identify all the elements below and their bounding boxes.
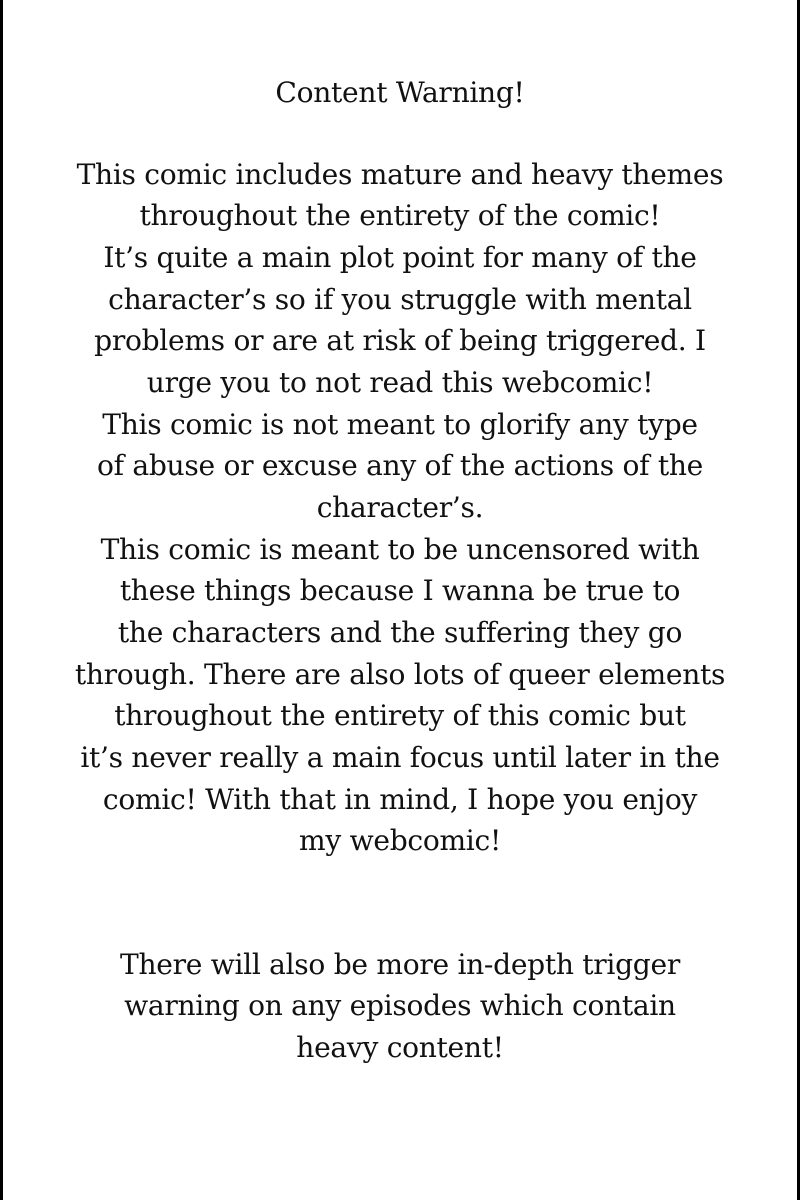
warning-line: problems or are at risk of being triggered. I (94, 324, 706, 357)
warning-line: throughout the entirety of the comic! (139, 199, 661, 232)
warning-line: This comic includes mature and heavy themes (76, 158, 724, 191)
warning-line: This comic is not meant to glorify any type (102, 408, 698, 441)
warning-line: through. There are also lots of queer elements (74, 658, 726, 691)
warning-line: This comic is meant to be uncensored with (100, 533, 700, 566)
footer-line: There will also be more in-depth trigger (120, 948, 680, 981)
warning-line: character’s so if you struggle with mental (108, 283, 692, 316)
warning-line: urge you to not read this webcomic! (146, 366, 654, 399)
warning-line: comic! With that in mind, I hope you enjoy (102, 783, 698, 816)
footer-line: heavy content! (296, 1031, 504, 1064)
warning-line: It’s quite a main plot point for many of the (103, 241, 697, 274)
warning-line: character’s. (316, 491, 484, 524)
warning-line: it’s never really a main focus until later in the (80, 741, 720, 774)
page-title: Content Warning! (275, 76, 525, 109)
warning-line: of abuse or excuse any of the actions of the (97, 449, 703, 482)
warning-line: my webcomic! (299, 824, 501, 857)
warning-line: throughout the entirety of this comic but (114, 699, 686, 732)
warning-line: the characters and the suffering they go (117, 616, 683, 649)
footer-line: warning on any episodes which contain (124, 989, 676, 1022)
warning-line: these things because I wanna be true to (119, 574, 681, 607)
